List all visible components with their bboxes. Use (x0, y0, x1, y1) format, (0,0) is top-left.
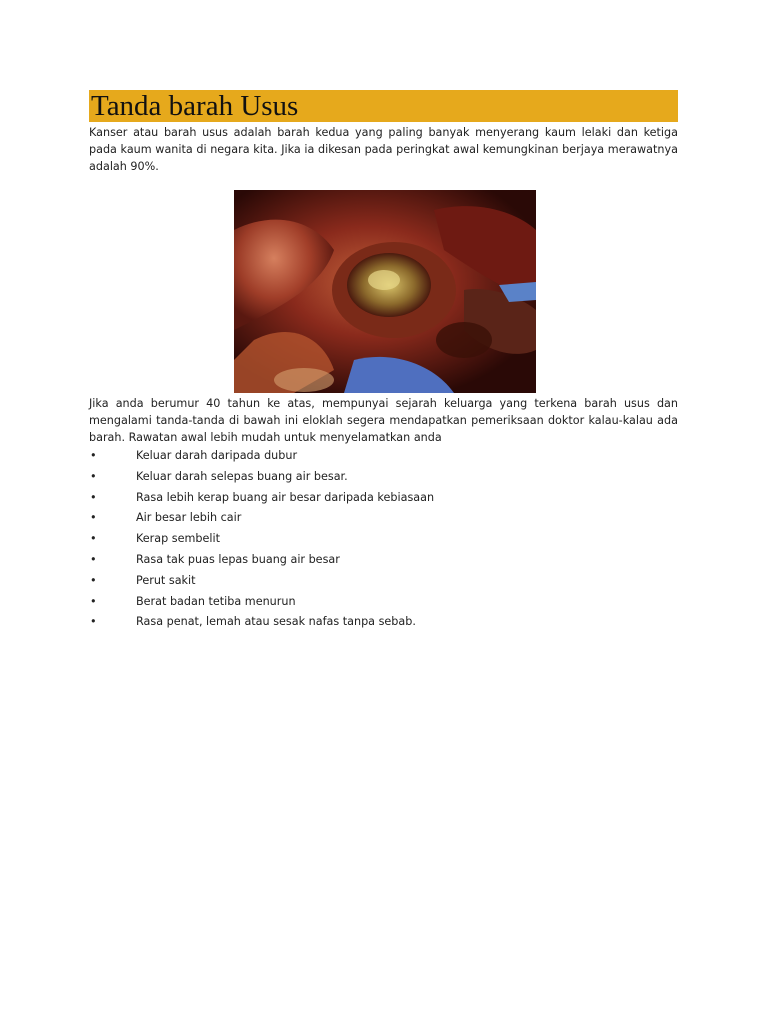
bullet-icon: • (90, 594, 97, 608)
list-item-text: Kerap sembelit (136, 532, 220, 546)
bullet-icon: • (90, 490, 97, 504)
bullet-icon: • (90, 615, 97, 629)
list-item (89, 467, 678, 488)
bullet-icon: • (90, 449, 97, 462)
list-item-text: Rasa lebih kerap buang air besar daripada kebiasaan (136, 490, 435, 504)
title-highlight (89, 90, 678, 122)
list-item (89, 488, 678, 509)
list-item-text: Keluar darah daripada dubur (136, 449, 298, 462)
list-item-text: Rasa penat, lemah atau sesak nafas tanpa sebab. (136, 615, 416, 629)
bullet-icon: • (90, 573, 97, 587)
list-item-text: Berat badan tetiba menurun (136, 594, 296, 608)
list-item (89, 529, 678, 550)
list-item (89, 550, 678, 571)
tumor-photo (234, 190, 536, 393)
bullet-icon: • (90, 532, 97, 546)
symptom-list (89, 446, 678, 633)
list-item (89, 446, 678, 467)
list-item-text: Keluar darah selepas buang air besar. (136, 469, 348, 483)
list-item (89, 612, 678, 633)
list-item (89, 571, 678, 592)
list-item-text: Perut sakit (136, 573, 196, 587)
bullet-icon: • (90, 469, 97, 483)
document-page (89, 90, 678, 633)
list-item (89, 592, 678, 613)
intro-paragraph: Kanser atau barah usus adalah barah kedua yang paling banyak menyerang kaum lelaki dan ketiga pada kaum wanita di negara kita. Jika ia dikesan pada peringkat awal kemungkinan berjaya merawatnya adalah 90%. (89, 126, 678, 173)
list-item-text: Rasa tak puas lepas buang air besar (136, 552, 340, 566)
bullet-icon: • (90, 552, 97, 566)
list-item-text: Air besar lebih cair (136, 511, 242, 525)
list-item (89, 508, 678, 529)
advice-paragraph: Jika anda berumur 40 tahun ke atas, mempunyai sejarah keluarga yang terkena barah usus dan mengalami tanda-tanda di bawah ini eloklah segera mendapatkan pemeriksaan doktor kalau-kalau ada barah. Rawatan awal lebih mudah untuk menyelamatkan anda (89, 397, 678, 444)
bullet-icon: • (90, 511, 97, 525)
page-title: Tanda barah Usus (91, 90, 299, 122)
